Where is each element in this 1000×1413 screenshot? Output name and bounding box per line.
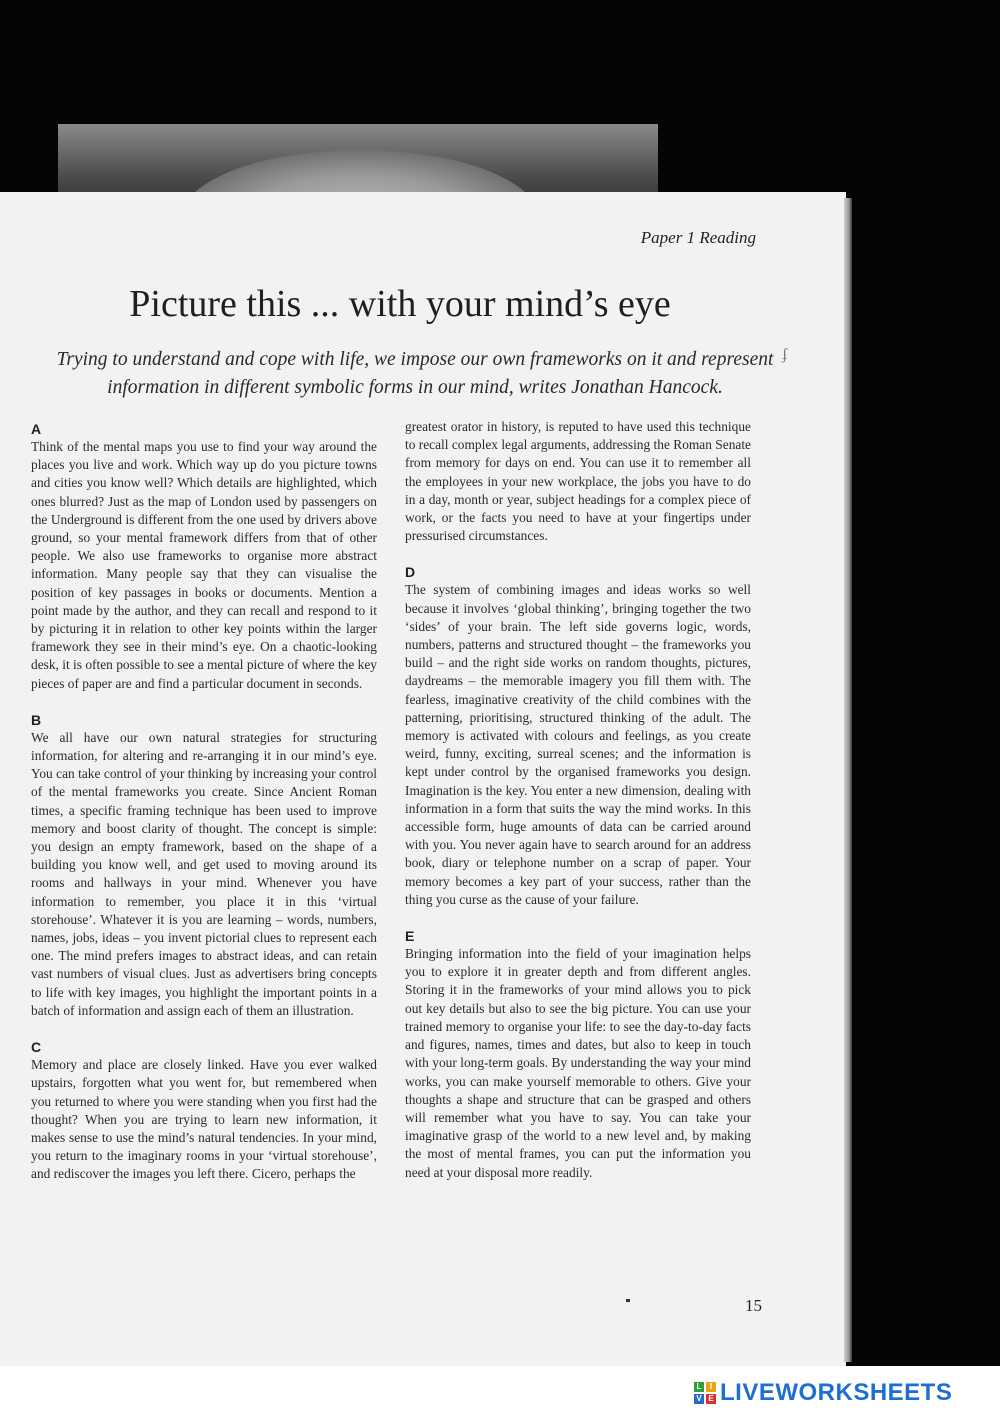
article-title: Picture this ... with your mind’s eye <box>129 283 671 325</box>
section-letter-c: C <box>31 1039 42 1056</box>
liveworksheets-brand[interactable] <box>694 1380 952 1406</box>
section-c-text-right: greatest orator in history, is reputed to have used this technique to recall complex legal arguments, addressing the Roman Senate from memory for days on end. You can use it to remember all the employees in your new workplace, the jobs you have to do in a day, month or year, subject headings for a complex piece of work, or the facts you need to have at your fingertips under pressurised circumstances. <box>405 419 751 544</box>
logo-letter-v: V <box>694 1394 704 1404</box>
section-letter-d: D <box>405 564 416 581</box>
ink-dot <box>626 1299 630 1302</box>
liveworksheets-logo-icon <box>694 1382 716 1404</box>
running-head: Paper 1 Reading <box>640 228 756 247</box>
page-edge <box>844 198 852 1362</box>
left-column <box>31 420 377 1202</box>
pencil-mark: ʄ <box>782 346 788 363</box>
right-column <box>405 418 751 1200</box>
section-letter-e: E <box>405 928 415 945</box>
logo-letter-l: L <box>694 1382 704 1392</box>
logo-letter-e: E <box>706 1394 716 1404</box>
section-b-text: We all have our own natural strategies for structuring information, for altering and re-arranging it in our mind’s eye. You can take control of your thinking by increasing your control of the mental frameworks you create. Since Ancient Roman times, a specific framing technique has been used to improve memory and boost clarity of thought. The concept is simple: you design an empty framework, based on the shape of a building you know well, and get used to moving around its rooms and hallways in your mind. Whenever you have information to remember, you place it in this ‘virtual storehouse’. Whatever it is you are learning – words, numbers, names, jobs, ideas – you invent pictorial clues to represent each one. The mind prefers images to abstract ideas, and can retain vast numbers of visual clues. Just as advertisers bring concepts to life with key images, you highlight the important points in a batch of information and assign each of them an illustration. <box>31 729 377 1018</box>
page-number: 15 <box>745 1296 762 1315</box>
section-e-text: Bringing information into the field of your imagination helps you to explore it in greater depth and from different angles. Storing it in the frameworks of your mind allows you to pick out key details but also to see the big picture. You can use your trained memory to organise your life: to see the day-to-day facts and figures, names, times and dates, but also to keep in touch with your long-term goals. By understanding the way your mind works, you can make yourself memorable to others. Give your thoughts a shape and structure that can be grasped and others will remember what you have to say. You can take your imaginative grasp of the world to a new level and, by making the most of mental frames, you can put the information you need at your disposal more readily. <box>405 946 751 1180</box>
section-d-text: The system of combining images and ideas works so well because it involves ‘global thinking’, bringing together the two ‘sides’ of your brain. The left side governs logic, words, numbers, patterns and structured thought – the frameworks you build – and the right side works on random thoughts, pictures, daydreams – the memorable imagery you fill them with. The fearless, imaginative creativity of the child combines with the patterning, prioritising, structured thinking of the adult. The memory is activated with colours and feelings, as you create weird, funny, exciting, surreal scenes; and the information is kept under control by the organised frameworks you design. Imagination is the key. You enter a new dimension, dealing with information in a form that suits the way the mind works. In this accessible form, huge amounts of data can be carried around with you. You never again have to search around for an address book, diary or telephone number on a scrap of paper. Your memory becomes a key part of your success, rather than the thing you curse as the cause of your failure. <box>405 582 751 907</box>
section-letter-b: B <box>31 711 42 728</box>
article-standfirst: Trying to understand and cope with life, we impose our own frameworks on it and represent information in different symbolic forms in our mind, writes Jonathan Hancock. <box>56 349 774 398</box>
section-a-text: Think of the mental maps you use to find your way around the places you live and work. Which way up do you picture towns and cities you know well? Which details are highlighted, which ones blurred? Just as the map of London used by passengers on the Underground is different from the one used by drivers above ground, so your mental framework differs from that of other people. We also use frameworks to organise more abstract information. Many people say that they can visualise the position of key passages in books or documents. Mention a point made by the author, and they can recall and respond to it by picturing it in relation to other key points within the larger framework they see in their mind’s eye. On a chaotic-looking desk, it is often possible to see a mental picture of where the key pieces of paper are and find a particular document in seconds. <box>31 439 377 691</box>
logo-letter-i: I <box>706 1382 716 1392</box>
liveworksheets-wordmark: LIVEWORKSHEETS <box>720 1379 953 1406</box>
section-letter-a: A <box>31 421 42 437</box>
section-c-text-left: Memory and place are closely linked. Have you ever walked upstairs, forgotten what you went for, but remembered when you returned to where you were standing when you first had the thought? When you are trying to learn new information, it makes sense to use the mind’s natural tendencies. In your mind, you return to the imaginary rooms in your ‘virtual storehouse’, and rediscover the images you left there. Cicero, perhaps the <box>31 1057 377 1182</box>
